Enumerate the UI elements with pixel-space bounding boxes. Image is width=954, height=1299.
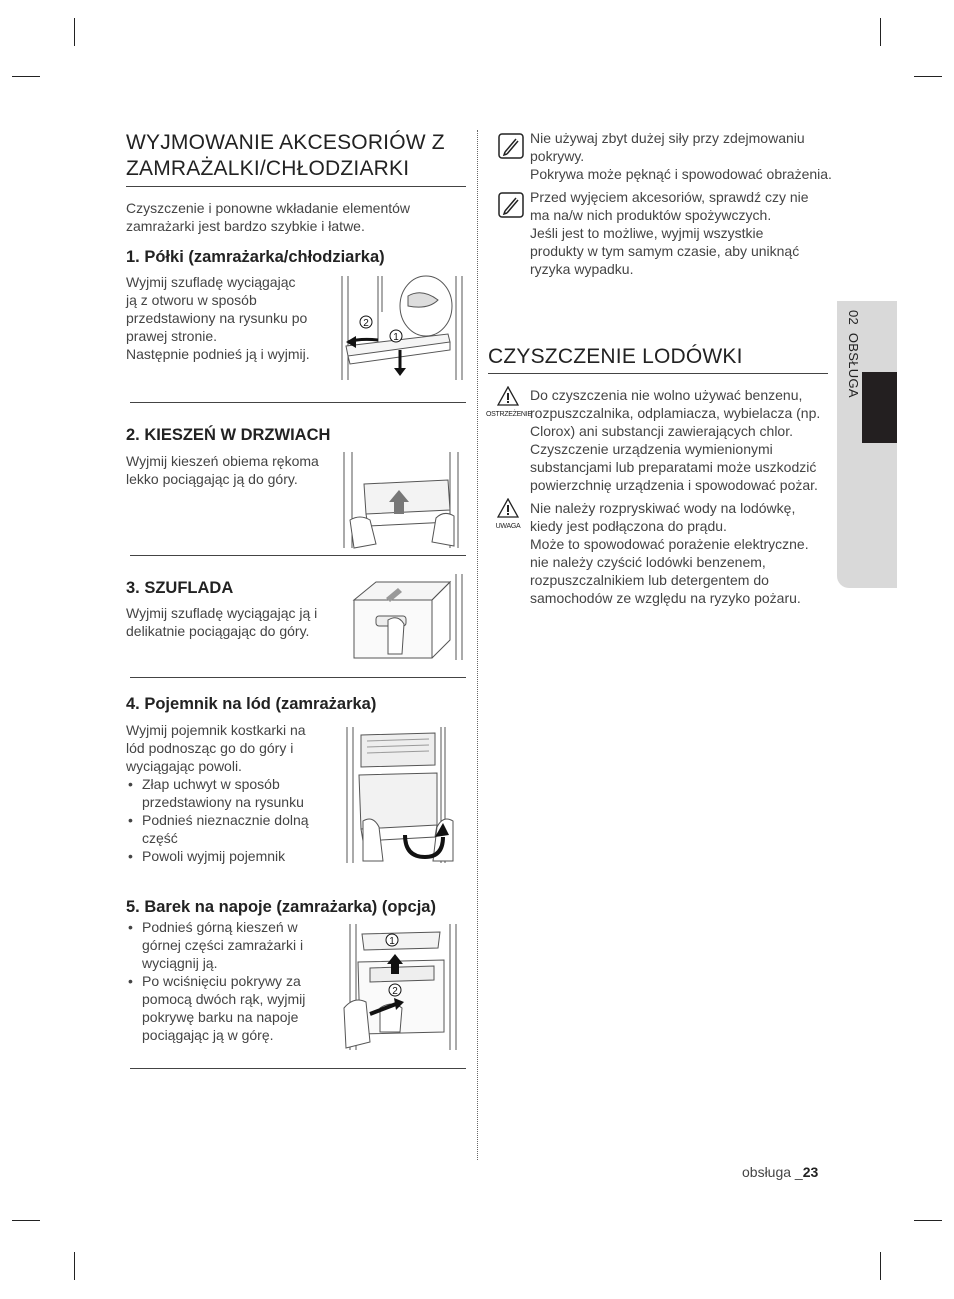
footer-text: obsługa _ — [742, 1164, 803, 1180]
text-line: Wyjmij kieszeń obiema rękoma — [126, 453, 319, 469]
crop-mark — [880, 1252, 881, 1280]
text-line: powierzchnię urządzenia i spowodować pożar. — [530, 477, 818, 493]
text-line: Następnie podnieś ją i wyjmij. — [126, 346, 310, 362]
text-line: samochodów ze względu na ryzyko pożaru. — [530, 590, 801, 606]
text-line: pokrywę barku na napoje — [142, 1009, 299, 1025]
title-line-2: ZAMRAŻALKI/CHŁODZIARKI — [126, 157, 410, 180]
section-5-heading: 5. Barek na napoje (zamrażarka) (opcja) — [126, 898, 436, 916]
text-line: rozpuszczalnikiem lub detergentem do — [530, 572, 769, 588]
list-item — [126, 918, 331, 972]
note-2-text — [530, 188, 835, 278]
cleaning-title: CZYSZCZENIE LODÓWKI — [488, 345, 743, 368]
text-line: kiedy jest podłączona do prądu. — [530, 518, 727, 534]
page-footer — [742, 1164, 818, 1180]
text-line: lód podnosząc go do góry i — [126, 740, 294, 756]
text-line: górnej części zamrażarki i — [142, 937, 304, 953]
side-tab-label-box — [839, 310, 861, 420]
text-line: • Złap uchwyt w sposób — [142, 776, 280, 792]
column-divider — [477, 130, 478, 1160]
section-4-heading: 4. Pojemnik na lód (zamrażarka) — [126, 695, 377, 713]
text-line: • Podnieś górną kieszeń w — [142, 919, 298, 935]
list-item — [126, 972, 331, 1044]
text-line: przedstawiony na rysunku — [142, 794, 304, 810]
side-tab-label: 02 OBSŁUGA — [846, 310, 861, 398]
intro-text: Czyszczenie i ponowne wkładanie elementów zamrażarki jest bardzo szybkie i łatwe. — [126, 200, 411, 234]
caution-triangle-icon — [497, 498, 519, 518]
crop-mark — [914, 1220, 942, 1221]
text-line: Wyjmij szufladę wyciągając ją i — [126, 605, 318, 621]
shelf-removal-illustration — [338, 272, 466, 382]
list-item — [126, 775, 341, 811]
caution-badge — [486, 498, 530, 530]
text-line: prawej stronie. — [126, 328, 218, 344]
section-3-text — [126, 604, 351, 640]
warning-triangle-icon — [497, 386, 519, 406]
callout-1: 1 — [389, 936, 395, 947]
text-line: Czyszczenie urządzenia wymienionymi — [530, 441, 773, 457]
text-line: Wyjmij szufladę wyciągając — [126, 274, 296, 290]
text-line: Pokrywa może pęknąć i spowodować obrażenia. — [530, 166, 832, 182]
text-line: część — [142, 830, 178, 846]
page-number: 23 — [802, 1164, 819, 1180]
text-line: Nie należy rozpryskiwać wody na lodówkę, — [530, 500, 796, 516]
section-4-bullets — [126, 775, 341, 865]
warning-badge — [486, 386, 530, 418]
text-line: rozpuszczalnika, odplamiacza, wybielacza (np. — [530, 405, 821, 421]
cleaning-title-rule — [488, 373, 828, 374]
warning-text — [530, 386, 835, 494]
title-rule — [126, 186, 466, 187]
list-item — [126, 811, 341, 847]
text-line: przedstawiony na rysunku po — [126, 310, 308, 326]
section-5-bullets — [126, 918, 331, 1044]
text-line: wyciągnij ją. — [142, 955, 218, 971]
section-1-heading: 1. Półki (zamrażarka/chłodziarka) — [126, 248, 385, 266]
beverage-bar-illustration — [340, 922, 466, 1052]
crop-mark — [74, 18, 75, 46]
crop-mark — [12, 1220, 40, 1221]
text-line: lekko pociągając ją do góry. — [126, 471, 298, 487]
text-line: Przed wyjęciem akcesoriów, sprawdź czy nie — [530, 189, 809, 205]
caution-text — [530, 499, 835, 607]
text-line: substancjami lub preparatami może uszkodzić — [530, 459, 817, 475]
text-line: Wyjmij pojemnik kostkarki na — [126, 722, 306, 738]
text-line: ma na/w nich produktów spożywczych. — [530, 207, 772, 223]
caution-label: UWAGA — [495, 523, 521, 530]
list-item — [126, 847, 341, 865]
section-1-text — [126, 273, 341, 363]
note-icon — [498, 133, 524, 159]
text-line: Nie używaj zbyt dużej siły przy zdejmowaniu — [530, 130, 805, 146]
text-line: Clorox) ani substancji zawierających chlor. — [530, 423, 793, 439]
section-4-text — [126, 721, 341, 865]
section-3-heading: 3. SZUFLADA — [126, 579, 234, 597]
left-title — [126, 130, 471, 182]
callout-2: 2 — [363, 318, 369, 329]
door-bin-illustration — [340, 450, 466, 550]
crop-mark — [12, 76, 40, 77]
section-5-text — [126, 918, 331, 1044]
text-line: Jeśli jest to możliwe, wyjmij wszystkie — [530, 225, 764, 241]
text-line: • Powoli wyjmij pojemnik — [142, 848, 286, 864]
text-line: ją z otworu w sposób — [126, 292, 257, 308]
drawer-illustration — [350, 572, 466, 662]
text-line: pokrywy. — [530, 148, 585, 164]
text-line: • Po wciśnięciu pokrywy za — [142, 973, 301, 989]
note-icon — [498, 192, 524, 218]
crop-mark — [74, 1252, 75, 1280]
callout-2: 2 — [392, 986, 398, 997]
warning-label: OSTRZEŻENIE — [486, 411, 532, 418]
text-line: • Podnieś nieznacznie dolną — [142, 812, 309, 828]
section-2-text — [126, 452, 341, 488]
text-line: produkty w tym samym czasie, aby uniknąć — [530, 243, 800, 259]
section-2-heading: 2. KIESZEŃ W DRZWIACH — [126, 426, 331, 444]
text-line: pociągając ją w górę. — [142, 1027, 274, 1043]
callout-1: 1 — [393, 332, 399, 343]
section-rule — [130, 677, 466, 678]
crop-mark — [880, 18, 881, 46]
crop-mark — [914, 76, 942, 77]
text-line: ryzyka wypadku. — [530, 261, 634, 277]
section-rule — [130, 555, 466, 556]
ice-bucket-illustration — [345, 725, 465, 865]
title-line-1: WYJMOWANIE AKCESORIÓW Z — [126, 131, 445, 154]
text-line: Do czyszczenia nie wolno używać benzenu, — [530, 387, 803, 403]
side-tab-marker — [862, 372, 897, 443]
section-rule — [130, 402, 466, 403]
text-line: Może to spowodować porażenie elektryczne. — [530, 536, 809, 552]
text-line: pomocą dwóch rąk, wyjmij — [142, 991, 306, 1007]
text-line: delikatnie pociągając do góry. — [126, 623, 310, 639]
text-line: wyciągając powoli. — [126, 758, 242, 774]
note-1-text — [530, 129, 835, 183]
section-rule — [130, 1068, 466, 1069]
text-line: nie należy czyścić lodówki benzenem, — [530, 554, 766, 570]
